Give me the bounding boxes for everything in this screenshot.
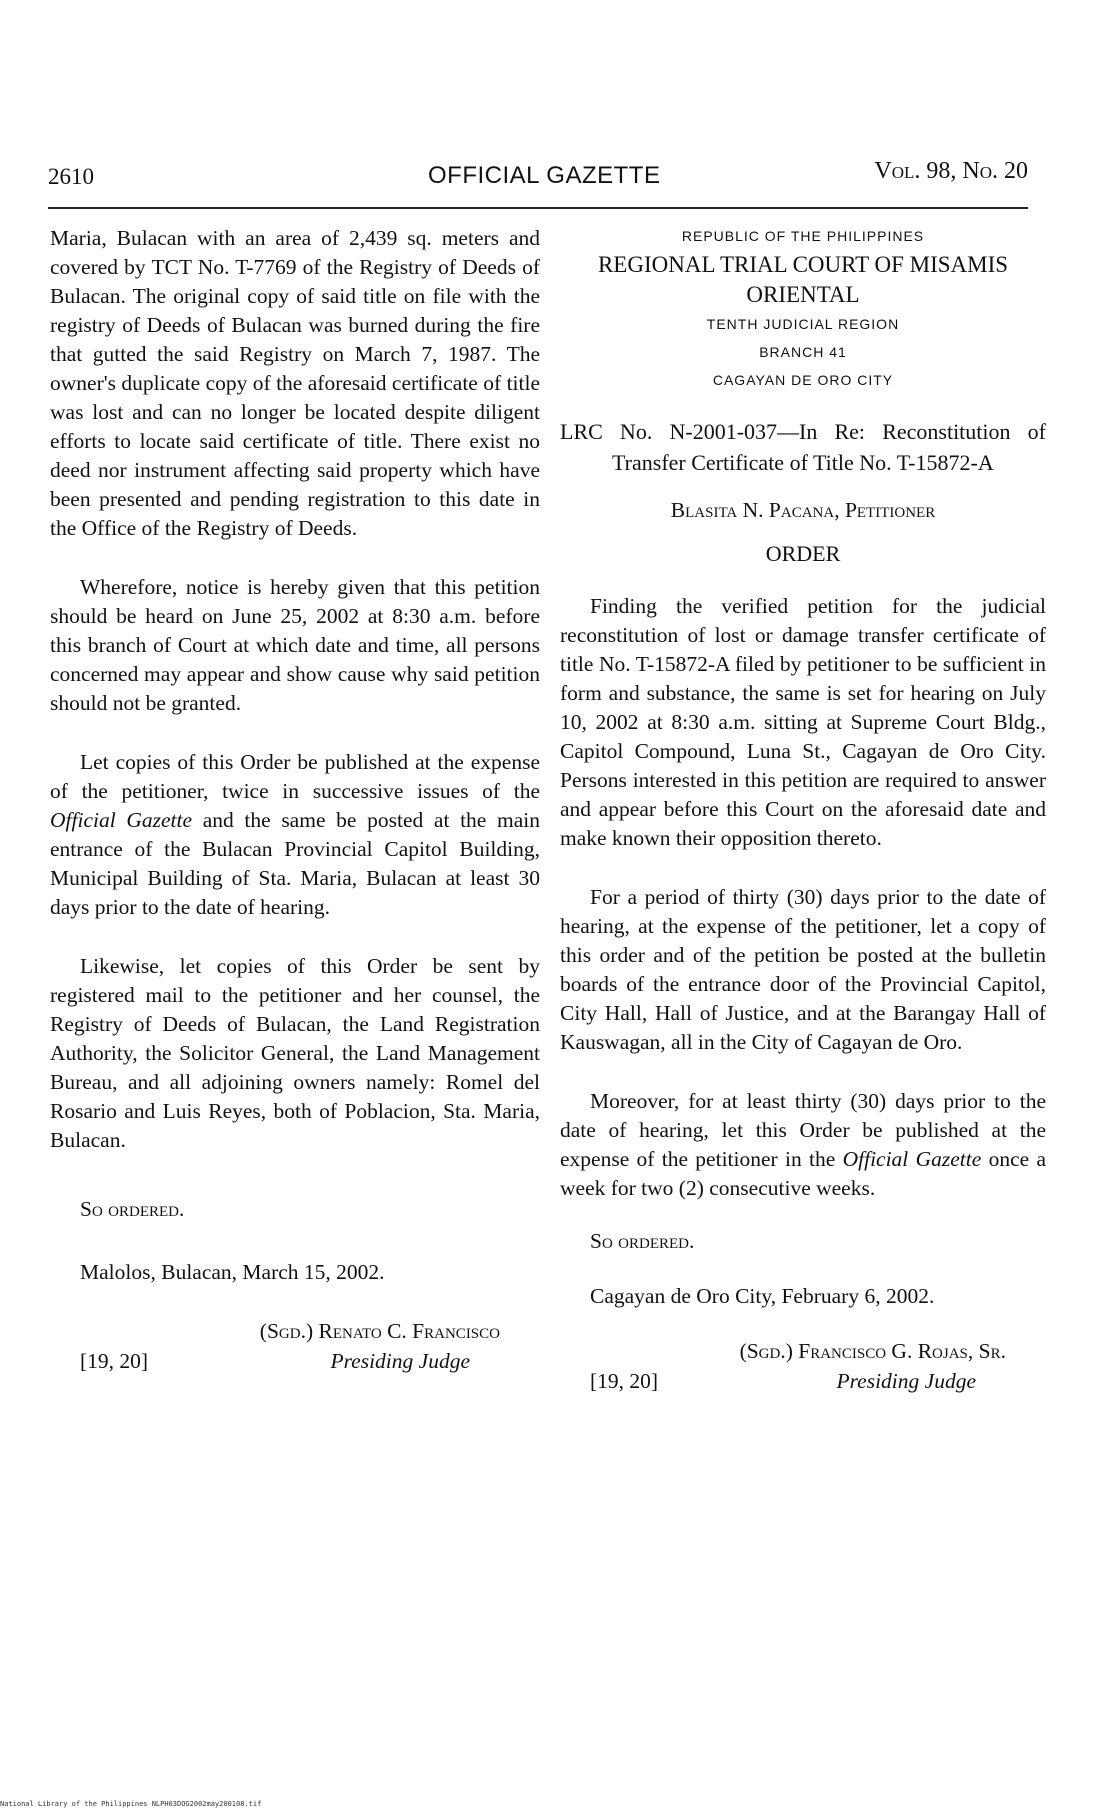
signature-name: (Sgd.) Renato C. Francisco bbox=[259, 1319, 500, 1343]
republic-heading: REPUBLIC OF THE PHILIPPINES bbox=[681, 228, 925, 244]
signer-title: Presiding Judge bbox=[836, 1369, 976, 1393]
so-ordered: So ordered. bbox=[80, 1197, 185, 1221]
italic-text: Official Gazette bbox=[842, 1147, 982, 1171]
volume-number: Vol. 98, No. 20 bbox=[874, 158, 1028, 184]
left-column bbox=[50, 224, 540, 1387]
branch-heading: BRANCH 41 bbox=[759, 344, 847, 360]
text-run: once a week for two (2) consecutive weeks. bbox=[560, 1147, 1046, 1200]
region-heading: TENTH JUDICIAL REGION bbox=[706, 316, 900, 332]
signer-title: Presiding Judge bbox=[330, 1349, 470, 1373]
publication-title: OFFICIAL GAZETTE bbox=[428, 162, 661, 189]
paragraph bbox=[560, 1087, 1046, 1203]
paragraph: Likewise, let copies of this Order be sent by registered mail to the petitioner and her counsel, the Registry of Deeds of Bulacan, the Land Registration Authority, the Solicitor General, the Land Management Bureau, and all adjoining owners namely: Romel del Rosario and Luis Reyes, both of Poblacion, Sta. Maria, Bulacan. bbox=[50, 954, 540, 1152]
order-date: Cagayan de Oro City, February 6, 2002. bbox=[590, 1284, 935, 1308]
text-run: Let copies of this Order be published at the expense of the petitioner, twice in successive issues of the bbox=[50, 750, 540, 803]
text-run: and the same be posted at the main entrance of the Bulacan Provincial Capitol Building, Municipal Building of Sta. Maria, Bulacan at least 30 days prior to the date of hearing. bbox=[50, 808, 540, 919]
so-ordered: So ordered. bbox=[590, 1229, 695, 1253]
signature-name: (Sgd.) Francisco G. Rojas, Sr. bbox=[739, 1339, 1006, 1363]
paragraph bbox=[50, 748, 540, 922]
scan-footer-note: National Library of the Philippines NLPH03DOG2002may200108.tif bbox=[0, 1800, 262, 1808]
header-rule bbox=[48, 207, 1028, 209]
court-heading: REGIONAL TRIAL COURT OF MISAMIS ORIENTAL bbox=[597, 252, 1009, 307]
issue-reference: [19, 20] bbox=[80, 1349, 149, 1373]
signature-block bbox=[560, 1337, 1046, 1407]
paragraph: For a period of thirty (30) days prior to the date of hearing, at the expense of the petitioner, let a copy of this order and of the petition be posted at the bulletin boards of the entrance door of the Provincial Capitol, City Hall, Hall of Justice, and at the Barangay Hall of Kauswagan, all in the City of Cagayan de Oro. bbox=[560, 885, 1046, 1054]
case-title: LRC No. N-2001-037—In Re: Reconstitution of Transfer Certificate of Title No. T-15872-A bbox=[560, 419, 1046, 475]
text-run: Moreover, for at least thirty (30) days prior to the date of hearing, let this Order be published at the expense of the petitioner in the bbox=[560, 1089, 1046, 1171]
city-heading: CAGAYAN DE ORO CITY bbox=[712, 372, 894, 388]
issue-reference: [19, 20] bbox=[590, 1369, 659, 1393]
italic-text: Official Gazette bbox=[50, 808, 193, 832]
right-column bbox=[560, 222, 1046, 1407]
paragraph: Finding the verified petition for the judicial reconstitution of lost or damage transfer certificate of title No. T-15872-A filed by petitioner to be sufficient in form and substance, the same is set for hearing on July 10, 2002 at 8:30 a.m. sitting at Supreme Court Bldg., Capitol Compound, Luna St., Cagayan de Oro City. Persons interested in this petition are required to answer and appear before this Court on the aforesaid date and make known their opposition thereto. bbox=[560, 594, 1046, 850]
petitioner-line: Blasita N. Pacana, Petitioner bbox=[670, 498, 936, 522]
signature-block bbox=[50, 1317, 540, 1387]
page-header bbox=[48, 156, 1028, 196]
paragraph: Maria, Bulacan with an area of 2,439 sq. meters and covered by TCT No. T-7769 of the Registry of Deeds of Bulacan. The original copy of said title on file with the registry of Deeds of Bulacan was burned during the fire that gutted the said Registry on March 7, 1987. The owner's duplicate copy of the aforesaid certificate of title was lost and can no longer be located despite diligent efforts to locate said certificate of title. There exist no deed nor instrument affecting said property which have been presented and pending registration to this date in the Office of the Registry of Deeds. bbox=[50, 226, 540, 540]
order-date: Malolos, Bulacan, March 15, 2002. bbox=[80, 1260, 385, 1284]
page-number: 2610 bbox=[48, 164, 94, 189]
paragraph: Wherefore, notice is hereby given that this petition should be heard on June 25, 2002 at 8:30 a.m. before this branch of Court at which date and time, all persons concerned may appear and show cause why said petition should not be granted. bbox=[50, 575, 540, 715]
order-heading: ORDER bbox=[765, 541, 841, 566]
